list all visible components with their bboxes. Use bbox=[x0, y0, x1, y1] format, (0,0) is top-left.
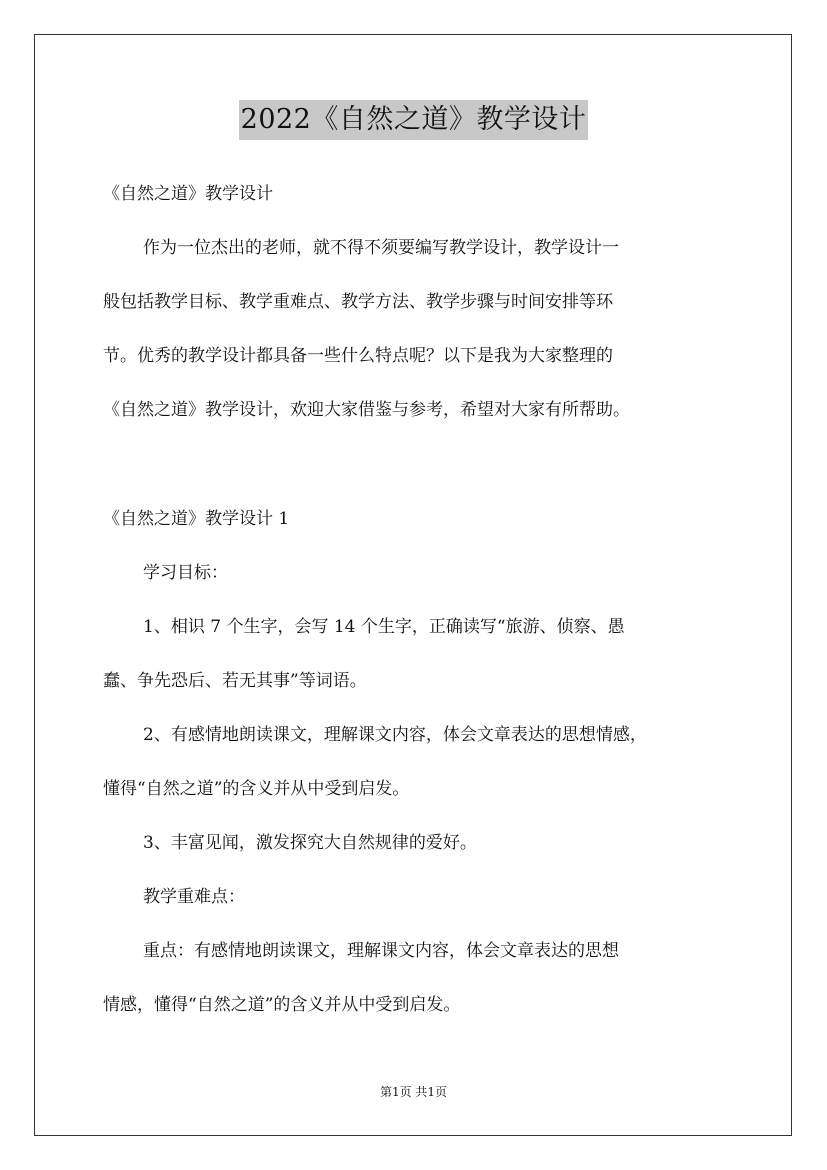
title-container bbox=[0, 100, 827, 140]
paragraph-line: 2、有感情地朗读课文，理解课文内容，体会文章表达的思想情感， bbox=[143, 725, 647, 745]
paragraph-line: 情感，懂得“自然之道”的含义并从中受到启发。 bbox=[103, 995, 461, 1015]
paragraph-line: 作为一位杰出的老师，就不得不须要编写教学设计，教学设计一 bbox=[143, 238, 619, 258]
paragraph-line: 节。优秀的教学设计都具备一些什么特点呢？以下是我为大家整理的 bbox=[103, 346, 613, 366]
paragraph-line: 懂得“自然之道”的含义并从中受到启发。 bbox=[103, 779, 410, 799]
paragraph-line: 蠢、争先恐后、若无其事”等词语。 bbox=[103, 671, 367, 691]
subtitle-line: 《自然之道》教学设计 bbox=[103, 184, 273, 204]
section-heading: 《自然之道》教学设计 1 bbox=[103, 509, 290, 529]
document-title: 2022《自然之道》教学设计 bbox=[239, 100, 589, 140]
paragraph-line: 般包括教学目标、教学重难点、教学方法、教学步骤与时间安排等环 bbox=[103, 292, 613, 312]
paragraph-line: 学习目标： bbox=[143, 563, 228, 583]
paragraph-line: 教学重难点： bbox=[143, 887, 245, 907]
paragraph-line: 《自然之道》教学设计，欢迎大家借鉴与参考，希望对大家有所帮助。 bbox=[103, 400, 630, 420]
paragraph-line: 1、相识 7 个生字，会写 14 个生字，正确读写“旅游、侦察、愚 bbox=[143, 617, 625, 637]
paragraph-line: 3、丰富见闻，激发探究大自然规律的爱好。 bbox=[143, 833, 477, 853]
page-footer: 第1页 共1页 bbox=[379, 1085, 448, 1099]
paragraph-line: 重点：有感情地朗读课文，理解课文内容，体会文章表达的思想 bbox=[143, 941, 619, 961]
